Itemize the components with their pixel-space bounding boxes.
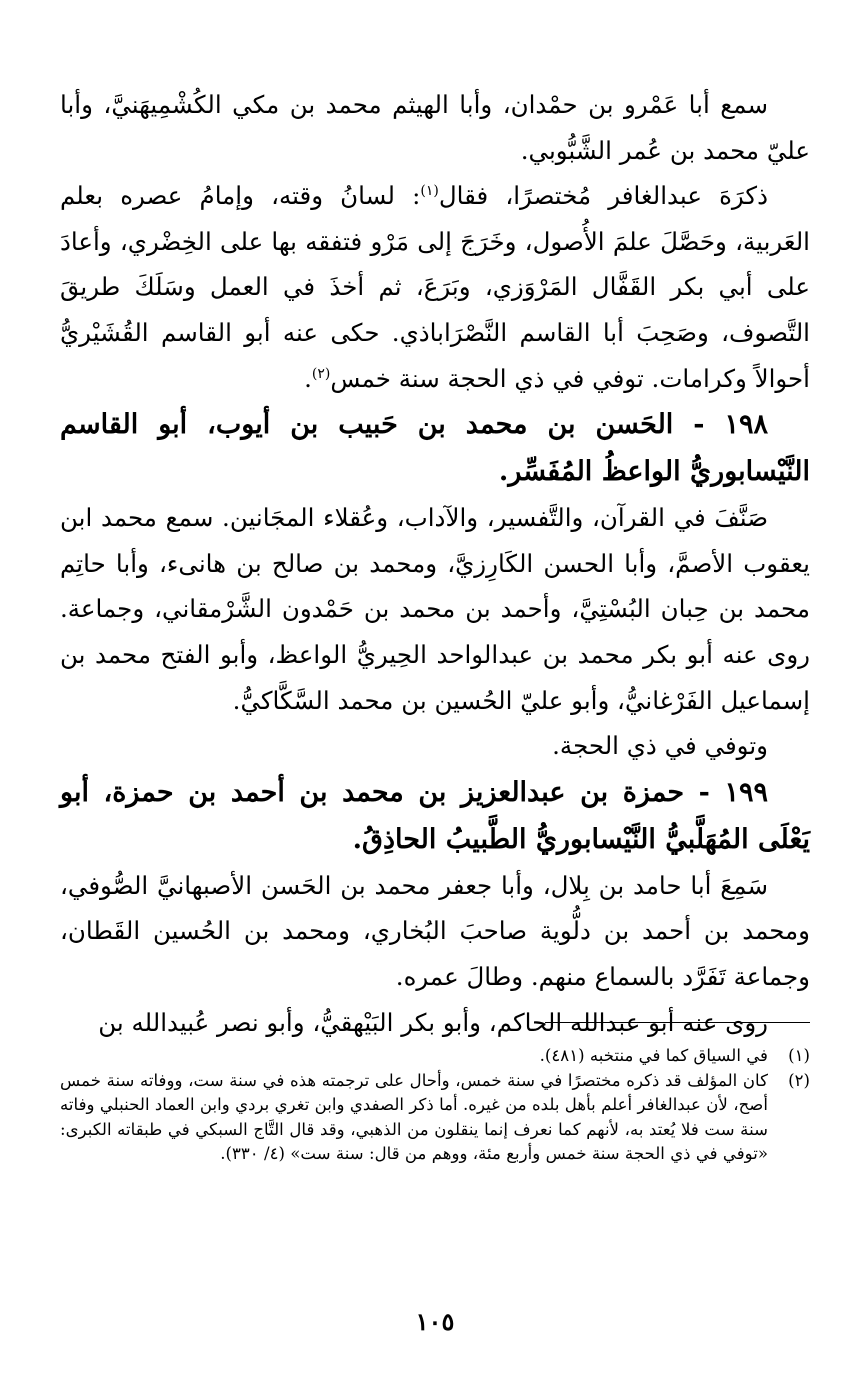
paragraph-2-text-c: .: [304, 363, 312, 393]
entry-199-heading: [60, 769, 810, 863]
footnote-separator: [545, 1022, 810, 1023]
paragraph-2-text-a: ذكرَهَ عبدالغافر مُختصرًا، فقال: [438, 181, 768, 211]
paragraph-4: [60, 723, 810, 769]
entry-198-heading: [60, 401, 810, 495]
paragraph-4-text: وتوفي في ذي الحجة.: [552, 731, 768, 761]
footnote-marker-1[interactable]: (١): [420, 183, 439, 200]
footnote-1: [60, 1044, 810, 1069]
footnote-2-number: (٢): [788, 1070, 810, 1090]
footnote-2-text: كان المؤلف قد ذكره مختصرًا في سنة خمس، وأحال على ترجمته هذه في سنة ست، ووفاته سنة خمس أصح، لأن عبدالغافر أعلم بأهل بلده من غيره. أما ذكر الصفدي وابن تغري بردي وابن العماد الحنبلي وفاته سنة ست فلا يُعتد به، لأنهم كما نعرف إنما ينقلون من الذهبي، وقد قال التَّاج السبكي في طبقاته الكبرى: «توفي في ذي الحجة سنة خمس وأربع مئة، ووهم من قال: سنة ست» (٤/ ٣٣٠).: [60, 1070, 768, 1163]
entry-199-title: حمزة بن عبدالعزيز بن محمد بن أحمد بن حمزة، أبو يَعْلَى المُهَلَّبيُّ النَّيْسابوريُّ الطَّبيبُ الحاذِقُ.: [60, 776, 810, 855]
paragraph-6-text: روى عنه أبو عبدالله الحاكم، وأبو بكر البَيْهقيُّ، وأبو نصر عُبيدالله بن: [98, 1007, 768, 1037]
paragraph-5: [60, 863, 810, 1000]
paragraph-2-text-b: : لسانُ وقته، وإمامُ عصره بعلم العَربية، وحَصَّلَ علمَ الأُصول، وخَرَجَ إلى مَرْو فتفقه بها على الخِضْري، وأعادَ على أبي بكر القَفَّال المَرْوَزي، وبَرَعَ، ثم أخذَ في العمل وسَلَكَ طريقَ التَّصوف، وصَحِبَ أبا القاسم النَّصْرَاباذي. حكى عنه أبو القاسم القُشَيْريُّ أحوالاً وكرامات. توفي في ذي الحجة سنة خمس: [60, 181, 810, 393]
footnote-1-number: (١): [788, 1046, 810, 1065]
entry-198-title: الحَسن بن محمد بن حَبيب بن أيوب، أبو القاسم النَّيْسابوريُّ الواعظُ المُفَسِّر.: [60, 409, 810, 488]
footnote-2: [60, 1069, 810, 1167]
footnote-marker-2[interactable]: (٢): [311, 365, 331, 382]
book-page: [60, 82, 810, 1362]
main-text: [60, 82, 810, 1045]
paragraph-1-text: سمع أبا عَمْرو بن حمْدان، وأبا الهيثم محمد بن مكي الكُشْمِيهَنيَّ، وأبا عليّ محمد بن عُمر الشَّبُّوبي.: [60, 90, 810, 165]
entry-199-number: ١٩٩ -: [698, 776, 768, 808]
footnote-1-text: في السياق كما في منتخبه (٤٨١).: [539, 1046, 768, 1065]
paragraph-1: [60, 82, 810, 173]
footnotes: [60, 1044, 810, 1167]
paragraph-2: [60, 173, 810, 401]
paragraph-5-text: سَمِعَ أبا حامد بن بِلال، وأبا جعفر محمد بن الحَسن الأصبهانيَّ الصُّوفي، ومحمد بن أحمد بن دلُّوية صاحبَ البُخاري، ومحمد بن الحُسين القَطان، وجماعة تَفَرَّد بالسماع منهم. وطالَ عمره.: [60, 870, 810, 991]
page-number: ١٠٥: [415, 1307, 455, 1336]
paragraph-3: [60, 495, 810, 723]
paragraph-3-text: صَنَّفَ في القرآن، والتَّفسير، والآداب، وعُقلاء المجَانين. سمع محمد ابن يعقوب الأصمَّ، وأبا الحسن الكَارِزيَّ، ومحمد بن صالح بن هانىء، وأبا حاتِم محمد بن حِبان البُسْتِيَّ، وأحمد بن محمد بن حَمْدون الشَّرْمقاني، وجماعة. روى عنه أبو بكر محمد بن عبدالواحد الحِيريُّ الواعظ، وأبو الفتح محمد بن إسماعيل الفَرْغانيُّ، وأبو عليّ الحُسين بن محمد السَّكَّاكيُّ.: [60, 503, 810, 715]
entry-198-number: ١٩٨ -: [693, 409, 769, 441]
